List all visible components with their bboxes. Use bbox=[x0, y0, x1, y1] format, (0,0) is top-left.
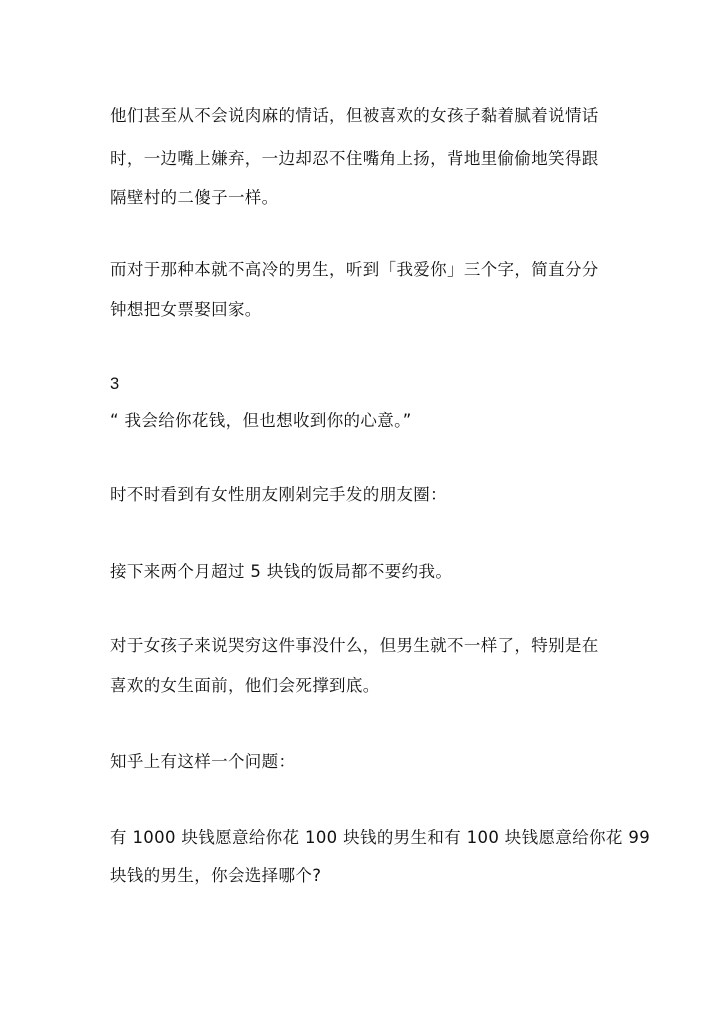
paragraph-5-line-2: 喜欢的女生面前，他们会死撑到底。 bbox=[110, 676, 380, 695]
paragraph-2-line-2: 钟想把女票娶回家。 bbox=[110, 300, 262, 319]
section-number: 3 bbox=[110, 375, 120, 393]
paragraph-1-line-1: 他们甚至从不会说肉麻的情话，但被喜欢的女孩子黏着腻着说情话 bbox=[110, 106, 599, 125]
section-quote: “ 我会给你花钱，但也想收到你的心意。” bbox=[110, 411, 412, 430]
paragraph-2-line-1: 而对于那种本就不高冷的男生，听到「我爱你」三个字，简直分分 bbox=[110, 260, 599, 279]
paragraph-6: 知乎上有这样一个问题： bbox=[110, 752, 296, 771]
paragraph-5-line-1: 对于女孩子来说哭穷这件事没什么，但男生就不一样了，特别是在 bbox=[110, 636, 599, 655]
paragraph-4: 接下来两个月超过 5 块钱的饭局都不要约我。 bbox=[110, 562, 453, 581]
paragraph-3: 时不时看到有女性朋友刚剁完手发的朋友圈： bbox=[110, 485, 447, 504]
paragraph-1-line-2: 时，一边嘴上嫌弃，一边却忍不住嘴角上扬，背地里偷偷地笑得跟 bbox=[110, 149, 599, 168]
paragraph-1-line-3: 隔壁村的二傻子一样。 bbox=[110, 188, 279, 207]
paragraph-7-line-2: 块钱的男生，你会选择哪个? bbox=[110, 866, 322, 885]
paragraph-7-line-1: 有 1000 块钱愿意给你花 100 块钱的男生和有 100 块钱愿意给你花 99 bbox=[110, 828, 651, 847]
